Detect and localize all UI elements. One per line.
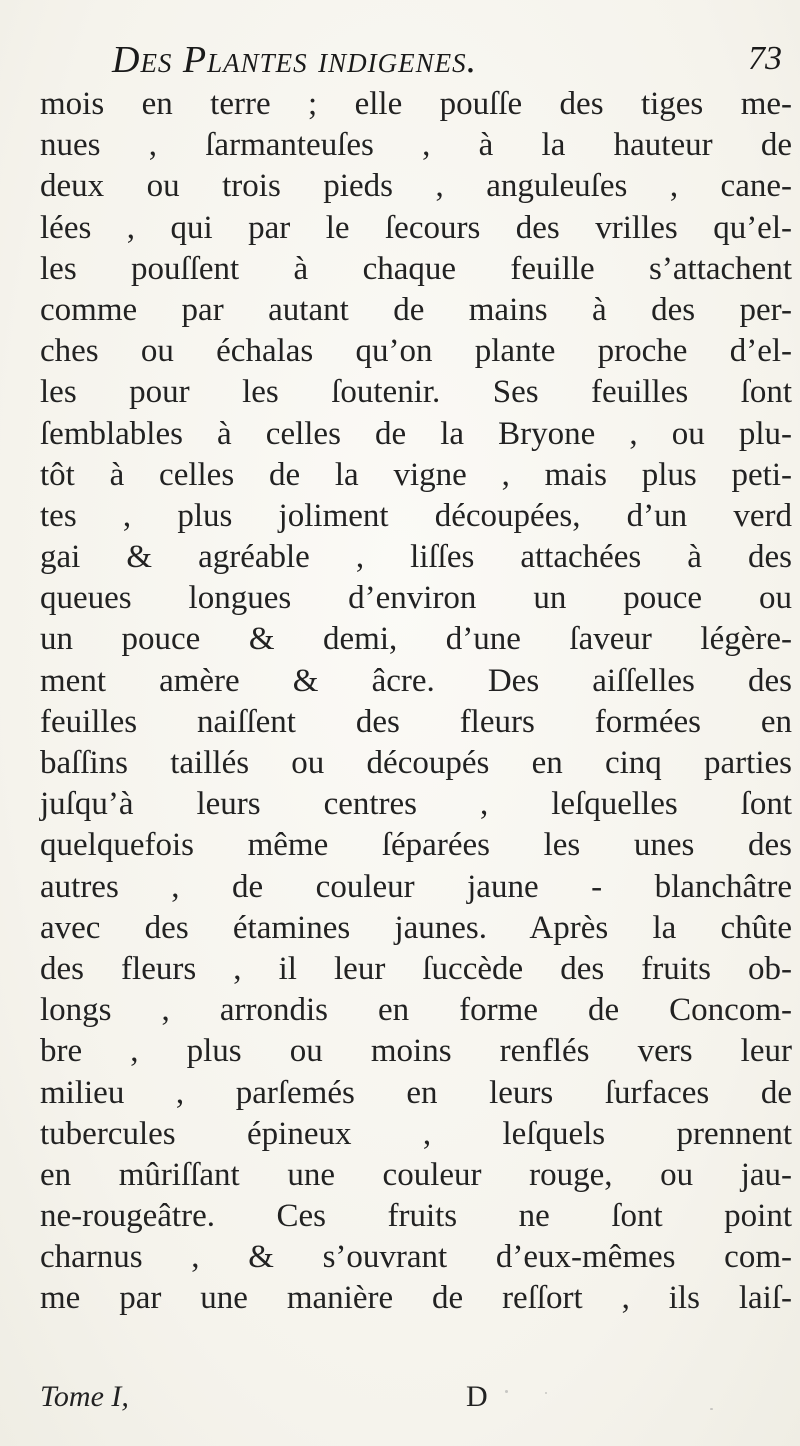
running-title: Des Plantes indigenes.	[112, 39, 478, 81]
text-line: juſqu’à leurs centres , leſquelles ſont	[40, 786, 792, 823]
text-line: ches ou échalas qu’on plante proche d’el-	[40, 333, 792, 370]
text-line: les pouſſent à chaque feuille s’attachent	[40, 250, 792, 287]
text-line: bre , plus ou moins renflés vers leur	[40, 1033, 792, 1070]
text-line: nues , ſarmanteuſes , à la hauteur de	[40, 127, 792, 164]
text-line: en mûriſſant une couleur rouge, ou jau-	[40, 1156, 792, 1193]
text-line: un pouce & demi, d’une ſaveur légère-	[40, 621, 792, 658]
text-line: les pour les ſoutenir. Ses feuilles ſont	[40, 374, 792, 411]
text-line: comme par autant de mains à des per-	[40, 291, 792, 328]
text-line: quelquefois même ſéparées les unes des	[40, 827, 792, 864]
text-line: lées , qui par le ſecours des vrilles qu’el-	[40, 209, 792, 246]
text-line: gai & agréable , liſſes attachées à des	[40, 539, 792, 576]
text-line: deux ou trois pieds , anguleuſes , cane-	[40, 168, 792, 205]
body-text	[40, 84, 792, 1320]
text-line: queues longues d’environ un pouce ou	[40, 580, 792, 617]
text-line: feuilles naiſſent des fleurs formées en	[40, 703, 792, 740]
text-line: longs , arrondis en forme de Concom-	[40, 992, 792, 1029]
signature-mark: D	[466, 1380, 488, 1413]
paper-speck	[505, 1390, 508, 1393]
volume-label: Tome I,	[40, 1380, 129, 1413]
text-line: tes , plus joliment découpées, d’un verd	[40, 497, 792, 534]
text-line: me par une manière de reſſort , ils laiſ-	[40, 1280, 792, 1317]
text-line: baſſins taillés ou découpés en cinq parties	[40, 745, 792, 781]
text-line: mois en terre ; elle pouſſe des tiges me-	[40, 86, 792, 122]
page-number: 73	[748, 40, 782, 77]
page-footer	[40, 1380, 600, 1420]
text-line: avec des étamines jaunes. Après la chûte	[40, 909, 792, 946]
text-line: ment amère & âcre. Des aiſſelles des	[40, 662, 792, 699]
paper-speck	[545, 1392, 547, 1394]
text-line: ſemblables à celles de la Bryone , ou plu-	[40, 415, 792, 452]
paper-speck	[710, 1408, 713, 1410]
text-line: des fleurs , il leur ſuccède des fruits ob-	[40, 950, 792, 987]
text-line: autres , de couleur jaune - blanchâtre	[40, 868, 792, 905]
text-line: tubercules épineux , leſquels prennent	[40, 1115, 792, 1152]
text-line: ne-rougeâtre. Ces fruits ne ſont point	[40, 1198, 792, 1235]
text-line: milieu , parſemés en leurs ſurfaces de	[40, 1074, 792, 1111]
text-line: charnus , & s’ouvrant d’eux-mêmes com-	[40, 1239, 792, 1276]
running-head	[112, 38, 782, 90]
text-line: tôt à celles de la vigne , mais plus peti-	[40, 456, 792, 493]
